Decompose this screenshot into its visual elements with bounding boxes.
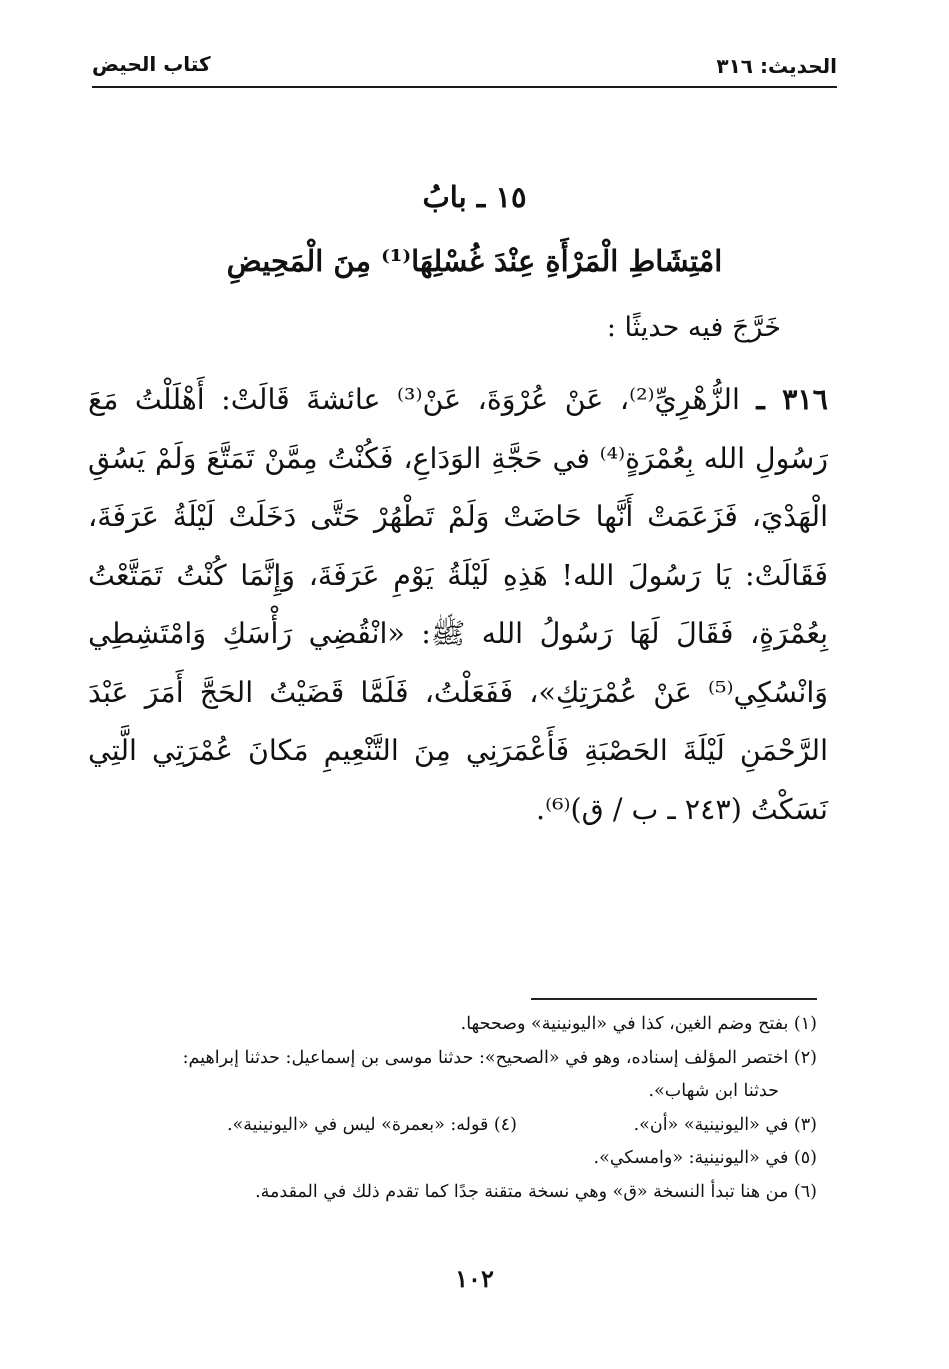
footnote-1: (١) بفتح وضم الغين، كذا في «اليونينية» وصححها.	[460, 1014, 817, 1034]
page-number: ١٠٢	[455, 1264, 494, 1293]
chapter-title: امْتِشَاطِ الْمَرْأَةِ عِنْدَ غُسْلِهَا⁽¹⁾ مِنَ الْمَحِيضِ	[226, 244, 723, 278]
hadith-number: ٣١٦ ـ	[756, 382, 828, 416]
hadith-text: الزُّهْرِيِّ⁽²⁾، عَنْ عُرْوَةَ، عَنْ⁽³⁾ عائشةَ قَالَتْ: أَهْلَلْتُ مَعَ رَسُولِ الله بِعُمْرَةٍ⁽⁴⁾ في حَجَّةِ الوَدَاعِ، فَكُنْتُ مِمَّنْ تَمَتَّعَ وَلَمْ يَسُقِ الْهَدْيَ، فَزَعَمَتْ أَنَّها حَاضَتْ وَلَمْ تَطْهُرْ حَتَّى دَخَلَتْ لَيْلَةُ عَرَفَةَ، فَقَالَتْ: يَا رَسُولَ الله! هَذِهِ لَيْلَةُ يَوْمِ عَرَفَةَ، وَإِنَّمَا كُنْتُ تَمَتَّعْتُ بِعُمْرَةٍ، فَقَالَ لَهَا رَسُولُ الله ﷺ: «انْقُضِي رَأْسَكِ وَامْتَشِطِي وَانْسُكِي⁽⁵⁾ عَنْ عُمْرَتِكِ»، فَفَعَلْتُ، فَلَمَّا قَضَيْتُ الحَجَّ أَمَرَ عَبْدَ الرَّحْمَنِ لَيْلَةَ الحَصْبَةِ فَأَعْمَرَنِي مِنَ التَّنْعِيمِ مَكانَ عُمْرَتِي الَّتِي نَسَكْتُ (٢٤٣ ـ ب / ق)⁽⁶⁾.	[88, 383, 829, 826]
chapter-intro: خَرَّجَ فيه حديثًا :	[606, 312, 781, 343]
footnote-row-3-4	[82, 1109, 817, 1143]
header-book-title: كتاب الحيض	[92, 52, 211, 76]
chapter-number: ١٥ ـ بابُ	[422, 180, 527, 214]
footnote-3: (٣) في «اليونينية» «أن».	[633, 1114, 817, 1135]
footnote-2: (٢) اختصر المؤلف إسناده، وهو في «الصحيح»: حدثنا موسى بن إسماعيل: حدثنا إبراهيم:	[182, 1047, 817, 1068]
footnote-6: (٦) من هنا تبدأ النسخة «ق» وهي نسخة متقنة جدًا كما تقدم ذلك في المقدمة.	[255, 1181, 817, 1202]
hadith-paragraph	[88, 370, 828, 839]
footnote-4: (٤) قوله: «بعمرة» ليس في «اليونينية».	[226, 1114, 517, 1135]
header-hadith-number: الحديث: ٣١٦	[716, 54, 837, 78]
running-header	[92, 52, 837, 88]
footnote-2-continued: حدثنا ابن شهاب».	[648, 1081, 779, 1101]
footnote-divider	[531, 998, 817, 1000]
footnote-5: (٥) في «اليونينية: «وامسكي».	[593, 1148, 817, 1168]
footnotes	[82, 1008, 817, 1209]
